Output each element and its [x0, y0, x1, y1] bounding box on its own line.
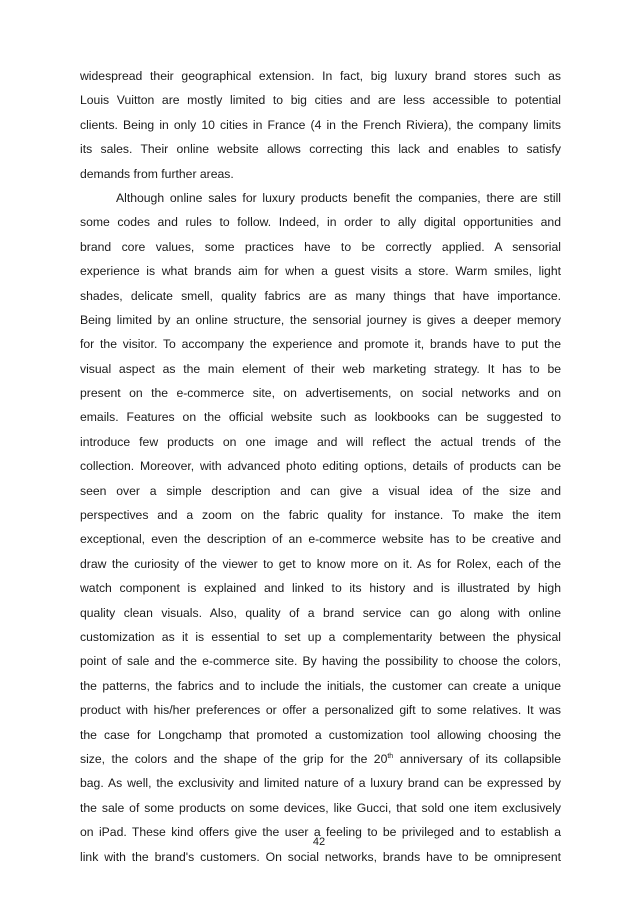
text-line: the case for Longchamp that promoted a customization tool allowing choosing the — [80, 727, 561, 742]
text-line: on iPad. These kind offers give the user a feeling to be privileged and to establish a — [80, 825, 561, 840]
text-line: shades, delicate smell, quality fabrics are as many things that have importance. — [80, 288, 561, 303]
text-line: emails. Features on the official website such as lookbooks can be suggested to — [80, 410, 561, 425]
text-line: perspectives and a zoom on the fabric quality for instance. To make the item — [80, 508, 561, 523]
text-line: experience is what brands aim for when a guest visits a store. Warm smiles, light — [80, 264, 561, 279]
page-number: 42 — [312, 836, 326, 848]
text-line: the sale of some products on some devices, like Gucci, that sold one item exclusively — [80, 800, 561, 815]
text-line: for the visitor. To accompany the experience and promote it, brands have to put the — [80, 337, 561, 352]
text-line: point of sale and the e-commerce site. By having the possibility to choose the colors, — [80, 654, 561, 669]
text-line: watch component is explained and linked to its history and is illustrated by high — [80, 581, 561, 596]
text-line: customization as it is essential to set up a complementarity between the physical — [80, 629, 561, 644]
text-line: present on the e-commerce site, on advertisements, on social networks and on — [80, 386, 561, 401]
text-line: link with the brand's customers. On social networks, brands have to be omnipresent — [80, 849, 561, 864]
text-line: seen over a simple description and can give a visual idea of the size and — [80, 483, 561, 498]
text-line: Although online sales for luxury products benefit the companies, there are still — [116, 190, 561, 205]
text-line: brand core values, some practices have to be correctly applied. A sensorial — [80, 239, 561, 254]
text-line: demands from further areas. — [80, 166, 234, 181]
text-line: draw the curiosity of the viewer to get to know more on it. As for Rolex, each of the — [80, 556, 561, 571]
paragraph-1 — [80, 64, 561, 186]
text-line: bag. As well, the exclusivity and limited nature of a luxury brand can be expressed by — [80, 776, 561, 791]
text-line: some codes and rules to follow. Indeed, in order to ally digital opportunities and — [80, 215, 561, 230]
text-segment: anniversary of its collapsible — [393, 751, 561, 766]
text-line: product with his/her preferences or offer a personalized gift to some relatives. It was — [80, 703, 561, 718]
text-segment: size, the colors and the shape of the grip for the 20 — [80, 751, 388, 766]
document-body — [80, 64, 561, 869]
text-line: exceptional, even the description of an e-commerce website has to be creative and — [80, 532, 561, 547]
text-line: the patterns, the fabrics and to include the initials, the customer can create a unique — [80, 678, 561, 693]
text-line-with-superscript — [80, 747, 561, 771]
text-line: widespread their geographical extension. In fact, big luxury brand stores such as — [80, 69, 561, 83]
text-line: visual aspect as the main element of their web marketing strategy. It has to be — [80, 361, 561, 376]
text-line: Louis Vuitton are mostly limited to big cities and are less accessible to potential — [80, 93, 561, 108]
text-line: collection. Moreover, with advanced photo editing options, details of products can be — [80, 459, 561, 474]
text-line: Being limited by an online structure, the sensorial journey is gives a deeper memory — [80, 312, 561, 327]
paragraph-2 — [80, 186, 561, 869]
text-line: clients. Being in only 10 cities in France (4 in the French Riviera), the company limits — [80, 117, 561, 132]
ordinal-superscript: th — [387, 752, 394, 760]
text-line: quality clean visuals. Also, quality of a brand service can go along with online — [80, 605, 561, 620]
text-line: introduce few products on one image and will reflect the actual trends of the — [80, 434, 561, 449]
text-line: its sales. Their online website allows correcting this lack and enables to satisfy — [80, 142, 561, 157]
